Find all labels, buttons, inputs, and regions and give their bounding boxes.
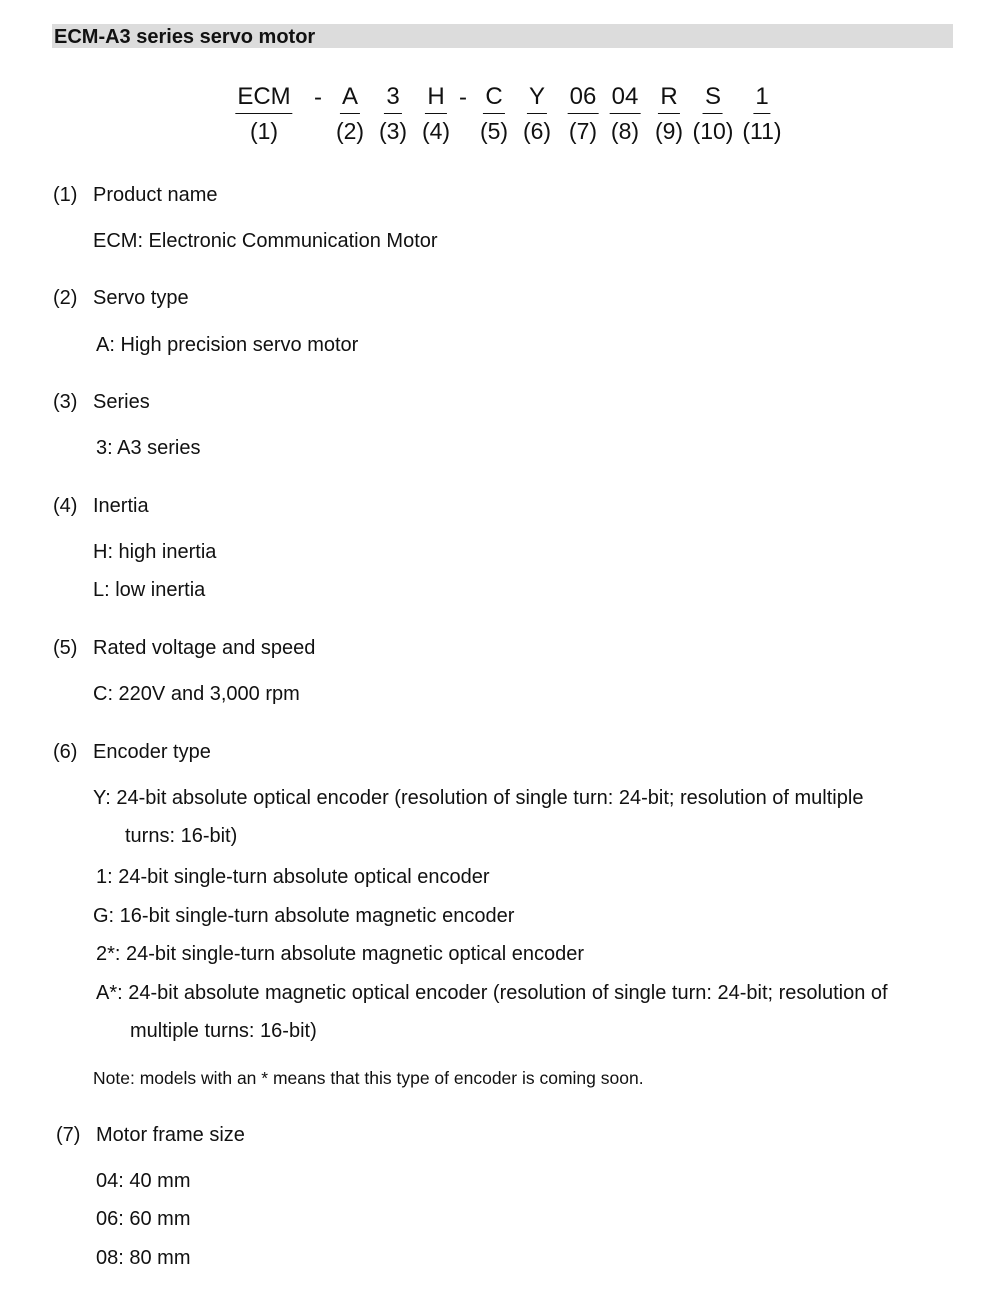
code-value: C xyxy=(483,82,504,114)
list-item: Y: 24-bit absolute optical encoder (resolution of single turn: 24-bit; resolution of multiple xyxy=(93,787,864,809)
code-segment-10 xyxy=(693,82,734,146)
list-item: 04: 40 mm xyxy=(96,1170,191,1192)
code-index: (5) xyxy=(479,118,509,144)
code-segment-11 xyxy=(742,82,781,146)
section-title: Encoder type xyxy=(93,741,211,763)
code-segment-6 xyxy=(523,82,551,146)
code-dash: - xyxy=(314,84,322,111)
code-value: R xyxy=(658,82,679,114)
list-item: G: 16-bit single-turn absolute magnetic encoder xyxy=(93,905,515,927)
code-index: (6) xyxy=(522,118,552,144)
section-number: (2) xyxy=(53,287,78,309)
code-index: (11) xyxy=(742,118,782,144)
code-segment-8 xyxy=(610,82,641,146)
list-item: 06: 60 mm xyxy=(96,1208,191,1230)
code-value: S xyxy=(703,82,723,114)
section-number: (5) xyxy=(53,637,78,659)
code-value: 06 xyxy=(568,82,599,114)
section-title: Series xyxy=(93,391,150,413)
list-item: ECM: Electronic Communication Motor xyxy=(93,230,438,252)
code-value: 1 xyxy=(753,82,770,114)
code-value: Y xyxy=(527,82,547,114)
code-index: (8) xyxy=(610,118,640,144)
list-item: 3: A3 series xyxy=(96,437,201,459)
list-item: H: high inertia xyxy=(93,541,217,563)
page-title: ECM-A3 series servo motor xyxy=(54,26,316,48)
section-title: Motor frame size xyxy=(96,1124,245,1146)
code-index: (9) xyxy=(654,118,684,144)
code-index: (1) xyxy=(249,118,279,144)
code-segment-2 xyxy=(336,82,364,146)
code-value: 3 xyxy=(384,82,401,114)
section-title-bar xyxy=(52,24,953,48)
code-segment-1 xyxy=(235,82,292,146)
code-index: (3) xyxy=(378,118,408,144)
list-item-continuation: multiple turns: 16-bit) xyxy=(130,1020,317,1042)
section-title: Servo type xyxy=(93,287,189,309)
code-segment-3 xyxy=(379,82,407,146)
section-number: (1) xyxy=(53,184,78,206)
section-title: Product name xyxy=(93,184,218,206)
list-item: 2*: 24-bit single-turn absolute magnetic optical encoder xyxy=(96,943,585,965)
code-segment-5 xyxy=(480,82,508,146)
code-segment-9 xyxy=(655,82,683,146)
list-item: C: 220V and 3,000 rpm xyxy=(93,683,300,705)
list-item: 08: 80 mm xyxy=(96,1247,191,1269)
section-number: (6) xyxy=(53,741,78,763)
section-number: (4) xyxy=(53,495,78,517)
section-title: Rated voltage and speed xyxy=(93,637,316,659)
code-value: H xyxy=(425,82,446,114)
section-title: Inertia xyxy=(93,495,149,517)
code-segment-7 xyxy=(568,82,599,146)
list-item: A*: 24-bit absolute magnetic optical encoder (resolution of single turn: 24-bit; resolution of xyxy=(96,982,888,1004)
code-value: 04 xyxy=(610,82,641,114)
code-index: (10) xyxy=(692,118,734,144)
code-index: (2) xyxy=(335,118,365,144)
list-item: A: High precision servo motor xyxy=(96,334,359,356)
code-index: (4) xyxy=(421,118,451,144)
code-value: A xyxy=(340,82,360,114)
encoder-note: Note: models with an * means that this type of encoder is coming soon. xyxy=(93,1068,644,1088)
code-dash: - xyxy=(459,84,467,111)
code-index: (7) xyxy=(568,118,598,144)
list-item: L: low inertia xyxy=(93,579,206,601)
list-item: 1: 24-bit single-turn absolute optical encoder xyxy=(96,866,490,888)
section-number: (3) xyxy=(53,391,78,413)
list-item-continuation: turns: 16-bit) xyxy=(125,825,238,847)
code-segment-4 xyxy=(422,82,450,146)
section-number: (7) xyxy=(56,1124,81,1146)
code-value: ECM xyxy=(235,82,292,114)
